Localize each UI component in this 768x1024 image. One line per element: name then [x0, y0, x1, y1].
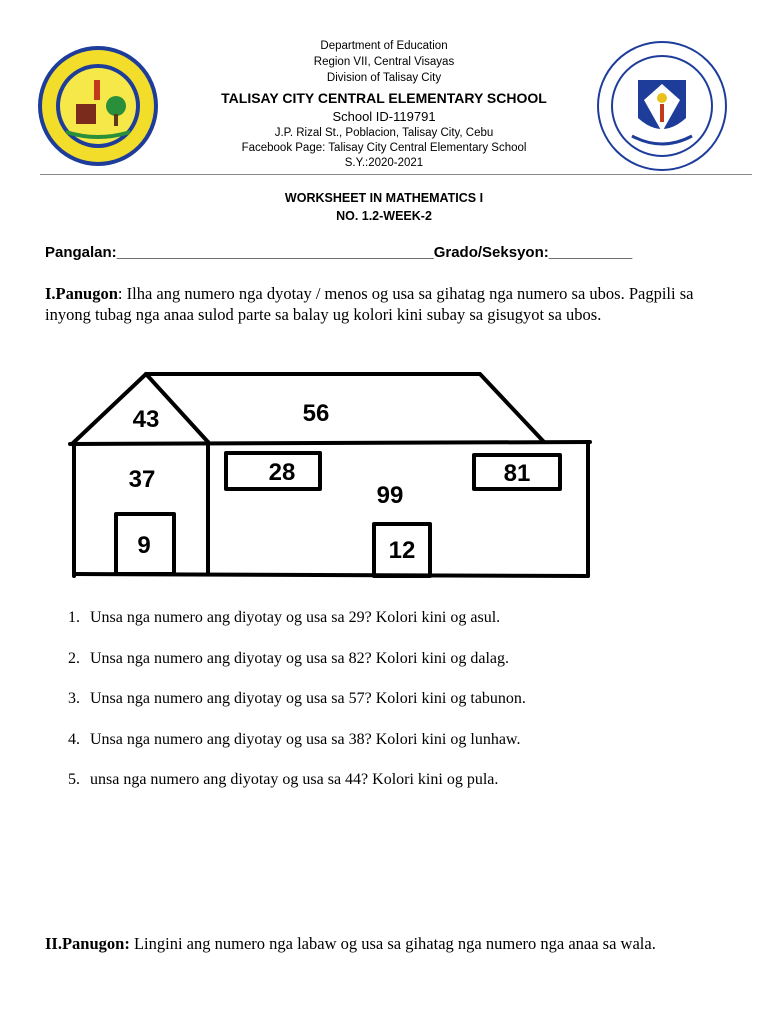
part2-label: II.Panugon: [45, 934, 130, 953]
header-school-name: TALISAY CITY CENTRAL ELEMENTARY SCHOOL [221, 90, 547, 106]
house-figure [60, 360, 600, 590]
house-number-12: 12 [388, 537, 416, 564]
header-facebook: Facebook Page: Talisay City Central Elementary School [241, 142, 527, 154]
question-item: 4. Unsa nga numero ang diyotay og usa sa 38? Kolori kini og lunhaw. [68, 731, 521, 748]
worksheet-title: WORKSHEET IN MATHEMATICS I [284, 191, 484, 205]
name-grade-line [45, 244, 632, 261]
house-number-56: 56 [302, 400, 330, 427]
part2-text: Lingini ang numero nga labaw og usa sa gihatag nga numero nga anaa sa wala. [129, 934, 656, 953]
part1-label: I.Panugon [45, 284, 118, 303]
header-department: Department of Education [320, 40, 448, 52]
house-number-99: 99 [376, 482, 404, 509]
question-item: 1. Unsa nga numero ang diyotay og usa sa 29? Kolori kini og asul. [68, 609, 501, 626]
grade-blank[interactable]: __________ [548, 244, 633, 261]
header-region: Region VII, Central Visayas [313, 56, 455, 68]
name-label: Pangalan: [45, 244, 117, 261]
house-number-9: 9 [137, 532, 151, 559]
grade-label: Grado/Seksyon: [433, 244, 549, 261]
question-item: 3. Unsa nga numero ang diyotay og usa sa 57? Kolori kini og tabunon. [68, 690, 526, 707]
house-number-81: 81 [503, 460, 531, 487]
header-divider [40, 174, 752, 175]
header-division: Division of Talisay City [326, 72, 442, 84]
house-number-37: 37 [128, 466, 156, 493]
part1-text: : Ilha ang numero nga dyotay / menos og usa sa gihatag nga numero sa ubos. Pagpili sa inyong tubag nga anaa sulod parte sa balay ug kolori kini subay sa gisugyot sa ubos. [45, 284, 694, 324]
worksheet-number: NO. 1.2-WEEK-2 [336, 209, 432, 223]
header-school-id: School ID-119791 [332, 109, 436, 124]
question-item: 5. unsa nga numero ang diyotay og usa sa 44? Kolori kini og pula. [68, 771, 499, 788]
header-school-year: S.Y.:2020-2021 [344, 157, 424, 169]
part2-instructions [45, 933, 735, 954]
header-address: J.P. Rizal St., Poblacion, Talisay City, Cebu [274, 127, 494, 139]
part1-instructions [45, 283, 735, 325]
house-number-28: 28 [268, 459, 296, 486]
house-number-43: 43 [132, 406, 160, 433]
name-blank[interactable]: ______________________________________ [116, 244, 434, 261]
question-item: 2. Unsa nga numero ang diyotay og usa sa 82? Kolori kini og dalag. [68, 650, 510, 667]
